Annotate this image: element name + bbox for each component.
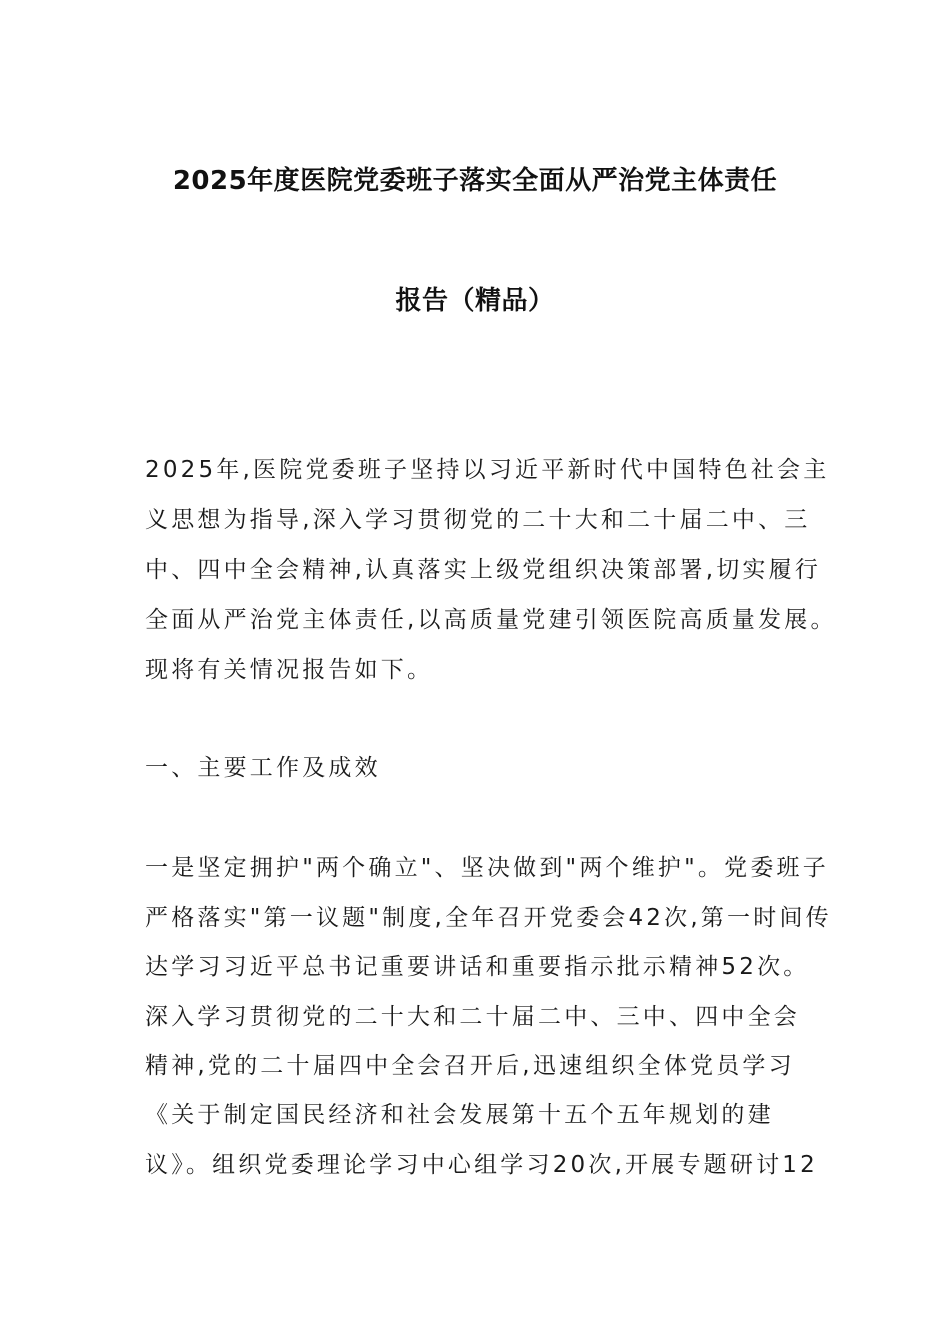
document-title-line-2: 报告（精品） xyxy=(395,286,555,316)
paragraph-line: 《关于制定国民经济和社会发展第十五个五年规划的建 xyxy=(145,1102,774,1128)
paragraph-line: 全面从严治党主体责任,以高质量党建引领医院高质量发展。 xyxy=(145,607,837,633)
paragraph-line: 达学习习近平总书记重要讲话和重要指示批示精神52次。 xyxy=(145,954,810,980)
paragraph-line: 议》。组织党委理论学习中心组学习20次,开展专题研讨12 xyxy=(145,1152,818,1178)
paragraph-line: 现将有关情况报告如下。 xyxy=(145,657,434,683)
paragraph-line: 深入学习贯彻党的二十大和二十届二中、三中、四中全会 xyxy=(145,1004,800,1030)
paragraph-line: 义思想为指导,深入学习贯彻党的二十大和二十届二中、三 xyxy=(145,507,811,533)
document-title-line-1: 2025年度医院党委班子落实全面从严治党主体责任 xyxy=(172,166,778,196)
section-heading: 一、主要工作及成效 xyxy=(145,755,381,781)
paragraph-line: 中、四中全会精神,认真落实上级党组织决策部署,切实履行 xyxy=(145,557,822,583)
paragraph-line: 2025年,医院党委班子坚持以习近平新时代中国特色社会主 xyxy=(145,457,830,483)
paragraph-line: 精神,党的二十届四中全会召开后,迅速组织全体党员学习 xyxy=(145,1053,795,1079)
paragraph-line: 一是坚定拥护"两个确立"、坚决做到"两个维护"。党委班子 xyxy=(145,855,829,881)
paragraph-line: 严格落实"第一议题"制度,全年召开党委会42次,第一时间传 xyxy=(145,905,832,931)
